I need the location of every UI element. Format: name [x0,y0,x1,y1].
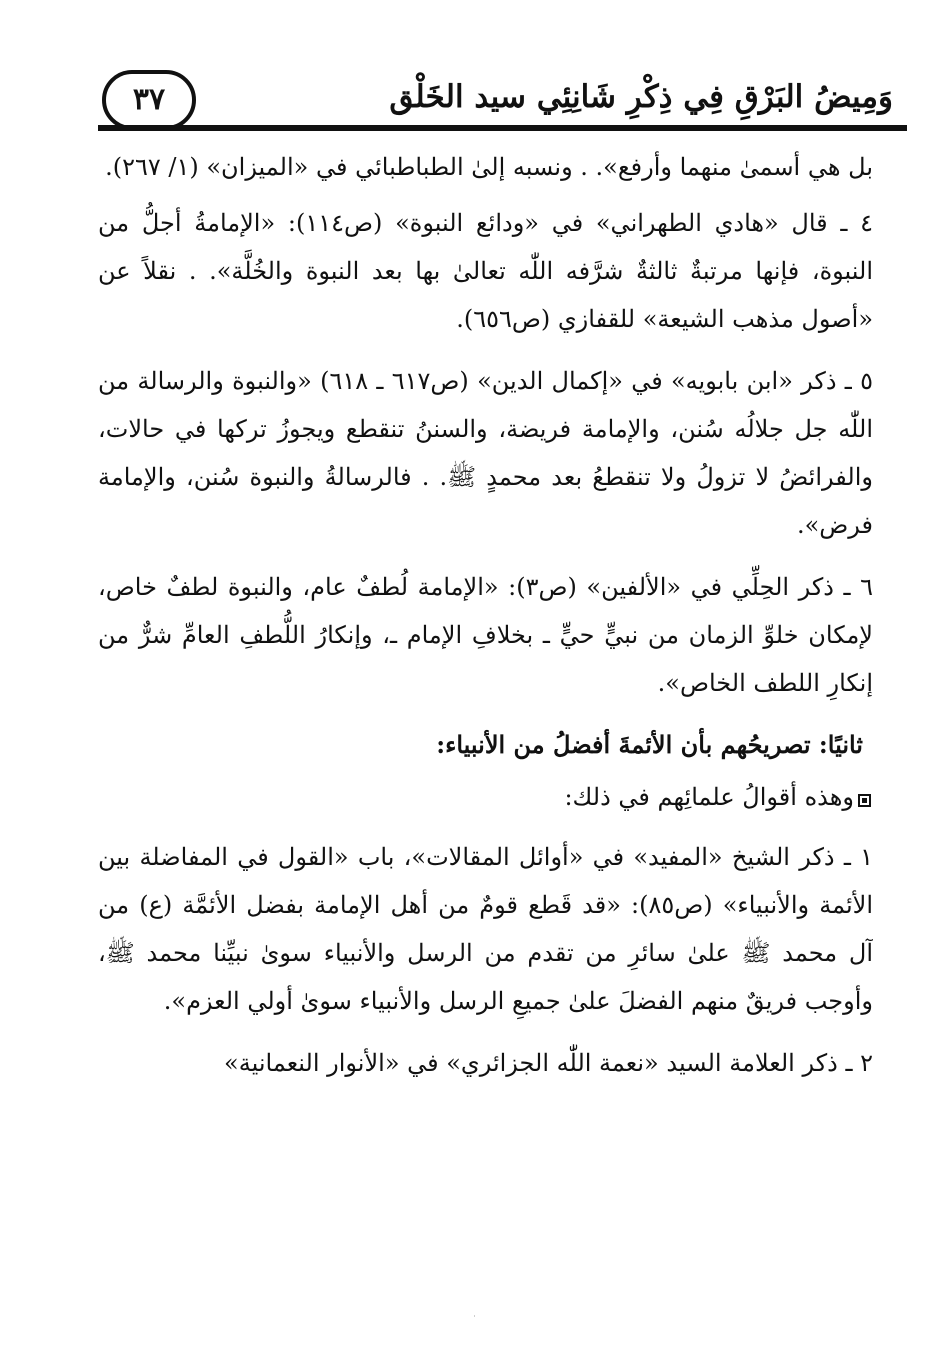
footer-mark: · [473,1312,476,1321]
square-bullet-icon [858,794,871,807]
page-number: ٣٧ [132,82,166,117]
page-body [98,143,873,1278]
paragraph-item-2: ٢ ـ ذكر العلامة السيد «نعمة اللّٰه الجزائري» في «الأنوار النعمانية» [224,1049,873,1077]
page-number-badge [102,70,196,130]
paragraph-item-6: ٦ ـ ذكر الحِلِّي في «الألفين» (ص٣): «الإمامة لُطفٌ عام، والنبوة لطفٌ خاص، لإمكان خلوِّ الزمان من نبيٍّ حيٍّ ـ بخلافِ الإمام ـ، وإنكارُ اللُّطفِ العامِّ شرٌّ من إنكارِ اللطف الخاص». [98,573,873,697]
section-intro [98,773,873,821]
paragraph-item-1: ١ ـ ذكر الشيخ «المفيد» في «أوائل المقالات»، باب «القول في المفاضلة بين الأئمة والأنبياء» (ص٨٥): «قد قَطع قومٌ من أهل الإمامة بفضل الأئمَّة (ع) من آل محمد ﷺ علىٰ سائرِ من تقدم من الرسل والأنبياء سوىٰ نبيِّنا محمد ﷺ، وأوجب فريقٌ منهم الفضلَ علىٰ جميعِ الرسل والأنبياء سوىٰ أولي العزم». [98,843,873,1015]
paragraph-continuation: بل هي أسمىٰ منهما وأرفع». . ونسبه إلىٰ الطباطبائي في «الميزان» (١/ ٢٦٧). [105,153,873,181]
section-heading: ثانيًا: تصريحُهم بأن الأئمةَ أفضلُ من الأنبياء: [436,730,863,759]
paragraph-item-4: ٤ ـ قال «هادي الطهراني» في «ودائع النبوة» (ص١١٤): «الإمامةُ أجلُّ من النبوة، فإنها مرتبةٌ ثالثةٌ شرَّفه اللّٰه تعالىٰ بها بعد النبوة والخُلَّة». . نقلاً عن «أصول مذهب الشيعة» للقفازي (ص٦٥٦). [98,209,873,333]
paragraph-item-5: ٥ ـ ذكر «ابن بابويه» في «إكمال الدين» (ص٦١٧ ـ ٦١٨) «والنبوة والرسالة من اللّٰه جل جلالُه سُنن، والإمامة فريضة، والسننُ تنقطع ويجوزُ تركها في حالات، والفرائضُ لا تزولُ ولا تنقطعُ بعد محمدٍ ﷺ. . فالرسالةُ والنبوة سُنن، والإمامة فرض». [98,367,873,539]
book-title: وَمِيضُ البَرْقِ فِي ذِكْرِ شَانِئِي سيد الخَلْق [389,79,893,115]
section-intro-text: وهذه أقوالُ علمائِهم في ذلك: [564,783,854,811]
header-divider [98,125,907,131]
